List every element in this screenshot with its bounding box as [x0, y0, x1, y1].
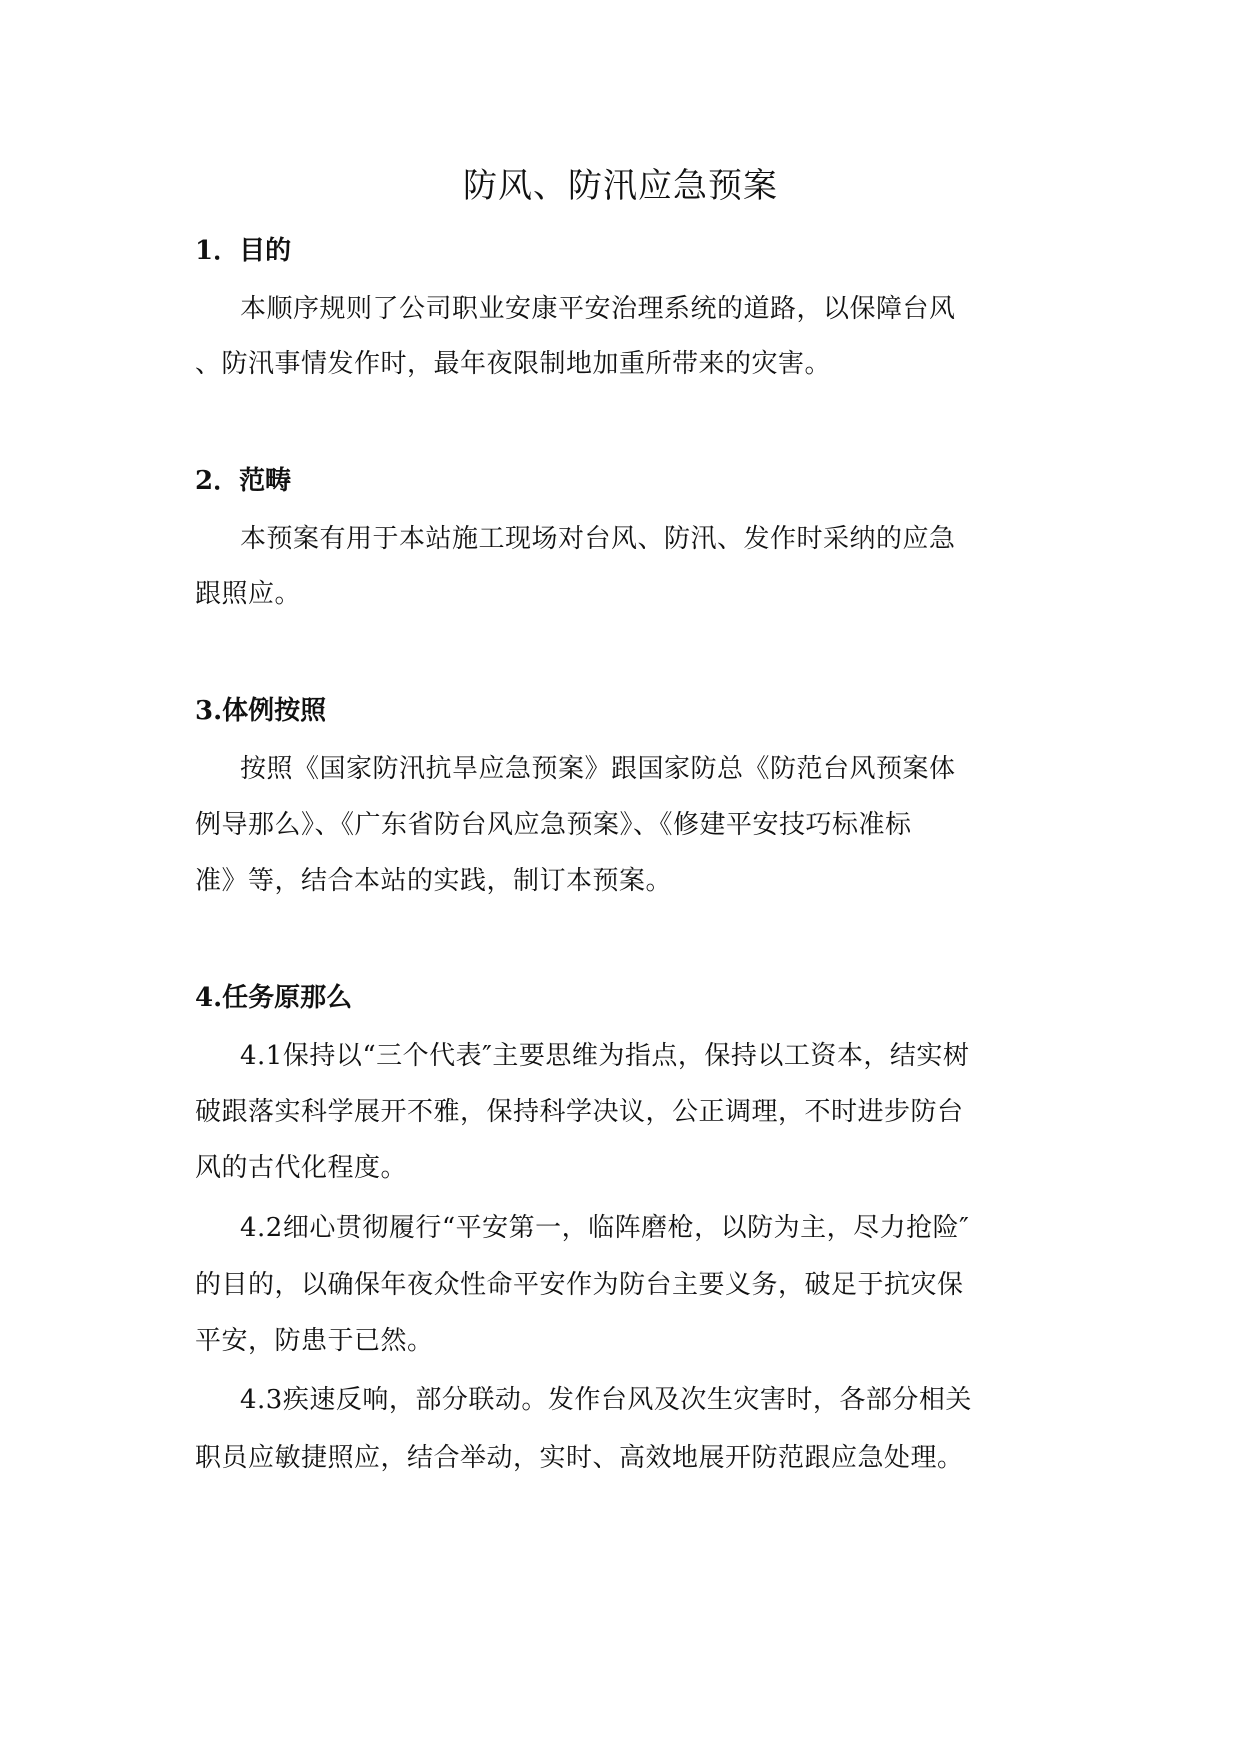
paragraph-line: 、防汛事情发作时，最年夜限制地加重所带来的灾害。	[195, 349, 832, 379]
paragraph-line: 例导那么》、《广东省防台风应急预案》、《修建平安技巧标准标	[195, 810, 912, 840]
paragraph-line: 4.2细心贯彻履行“平安第一，临阵磨枪，以防为主，尽力抢险″	[240, 1213, 970, 1243]
paragraph-line: 按照《国家防汛抗旱应急预案》跟国家防总《防范台风预案体	[240, 754, 956, 784]
paragraph-line: 的目的，以确保年夜众性命平安作为防台主要义务，破足于抗灾保	[195, 1270, 964, 1300]
section-heading-basis: 3.体例按照	[195, 696, 327, 726]
paragraph-line: 风的古代化程度。	[195, 1153, 408, 1183]
paragraph-line: 4.1保持以“三个代表″主要思维为指点，保持以工资本，结实树	[240, 1041, 970, 1071]
section-heading-purpose: 1．目的	[195, 236, 292, 266]
section-heading-principles: 4.任务原那么	[195, 983, 353, 1013]
paragraph-line: 破跟落实科学展开不雅，保持科学决议，公正调理，不时进步防台	[195, 1097, 964, 1127]
paragraph-line: 职员应敏捷照应，结合举动，实时、高效地展开防范跟应急处理。	[195, 1443, 964, 1473]
paragraph-line: 跟照应。	[195, 579, 302, 609]
paragraph-line: 4.3疾速反响，部分联动。发作台风及次生灾害时，各部分相关	[240, 1385, 972, 1415]
paragraph-line: 本预案有用于本站施工现场对台风、防汛、发作时采纳的应急	[240, 524, 956, 554]
paragraph-line: 准》等，结合本站的实践，制订本预案。	[195, 866, 673, 896]
section-heading-scope: 2．范畴	[195, 466, 292, 496]
paragraph-line: 平安，防患于已然。	[195, 1326, 434, 1356]
paragraph-line: 本顺序规则了公司职业安康平安治理系统的道路，以保障台风	[240, 294, 956, 324]
document-title: 防风、防汛应急预案	[463, 166, 778, 206]
